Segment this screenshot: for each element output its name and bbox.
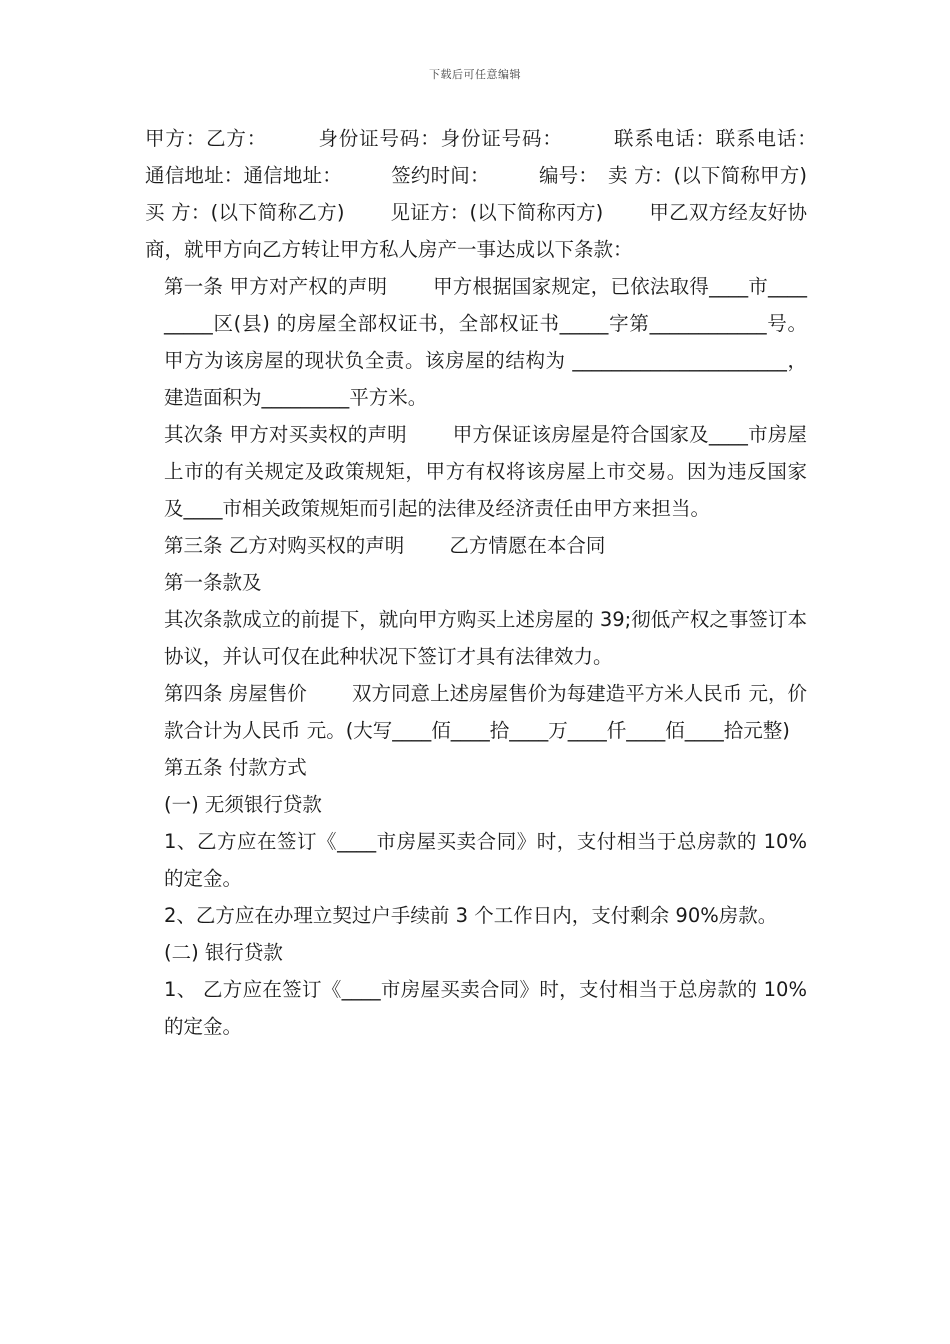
paragraph-section-1-item-2: 2、乙方应在办理立契过户手续前 3 个工作日内，支付剩余 90%房款。 [164, 904, 778, 927]
paragraph-article-3-line2: 第一条款及 [164, 571, 262, 594]
paragraph-article-1: 第一条 甲方对产权的声明 甲方根据国家规定，已依法取得____市_________区(县) 的房屋全部权证书，全部权证书_____字第____________号。甲方为该房屋的现状负全责。该房屋的结构为 ______________________，建造面积为_________平方米。 [164, 275, 807, 409]
paragraph-article-5: 第五条 付款方式 [164, 756, 307, 779]
paragraph-section-1-item-1: 1、乙方应在签订《____市房屋买卖合同》时，支付相当于总房款的 10%的定金。 [164, 830, 807, 890]
paragraph-article-3-line3: 其次条款成立的前提下，就向甲方购买上述房屋的 39;彻低产权之事签订本协议，并认可仅在此种状况下签订才具有法律效力。 [164, 608, 807, 668]
paragraph-article-3: 第三条 乙方对购买权的声明 乙方情愿在本合同 [164, 534, 606, 557]
paragraph-article-2: 其次条 甲方对买卖权的声明 甲方保证该房屋是符合国家及____市房屋上市的有关规定及政策规矩，甲方有权将该房屋上市交易。因为违反国家及____市相关政策规矩而引起的法律及经济责任由甲方来担当。 [164, 423, 807, 520]
paragraph-parties: 甲方：乙方： 身份证号码：身份证号码： 联系电话：联系电话： 通信地址：通信地址： 签约时间： 编号： 卖 方：(以下简称甲方) 买 方：(以下简称乙方) 见证方：(以下简称丙方) 甲乙双方经友好协商，就甲方向乙方转让甲方私人房产一事达成以下条款： [145, 127, 866, 261]
paragraph-section-1: (一) 无须银行贷款 [164, 793, 322, 816]
paragraph-section-2: (二) 银行贷款 [164, 941, 283, 964]
document-body [145, 120, 866, 1045]
page-header: 下载后可任意编辑 [429, 68, 521, 81]
paragraph-section-2-item-1: 1、 乙方应在签订《____市房屋买卖合同》时，支付相当于总房款的 10%的定金。 [164, 978, 807, 1038]
paragraph-article-4: 第四条 房屋售价 双方同意上述房屋售价为每建造平方米人民币 元，价款合计为人民币 元。(大写____佰____拾____万____仟____佰____拾元整) [164, 682, 807, 742]
